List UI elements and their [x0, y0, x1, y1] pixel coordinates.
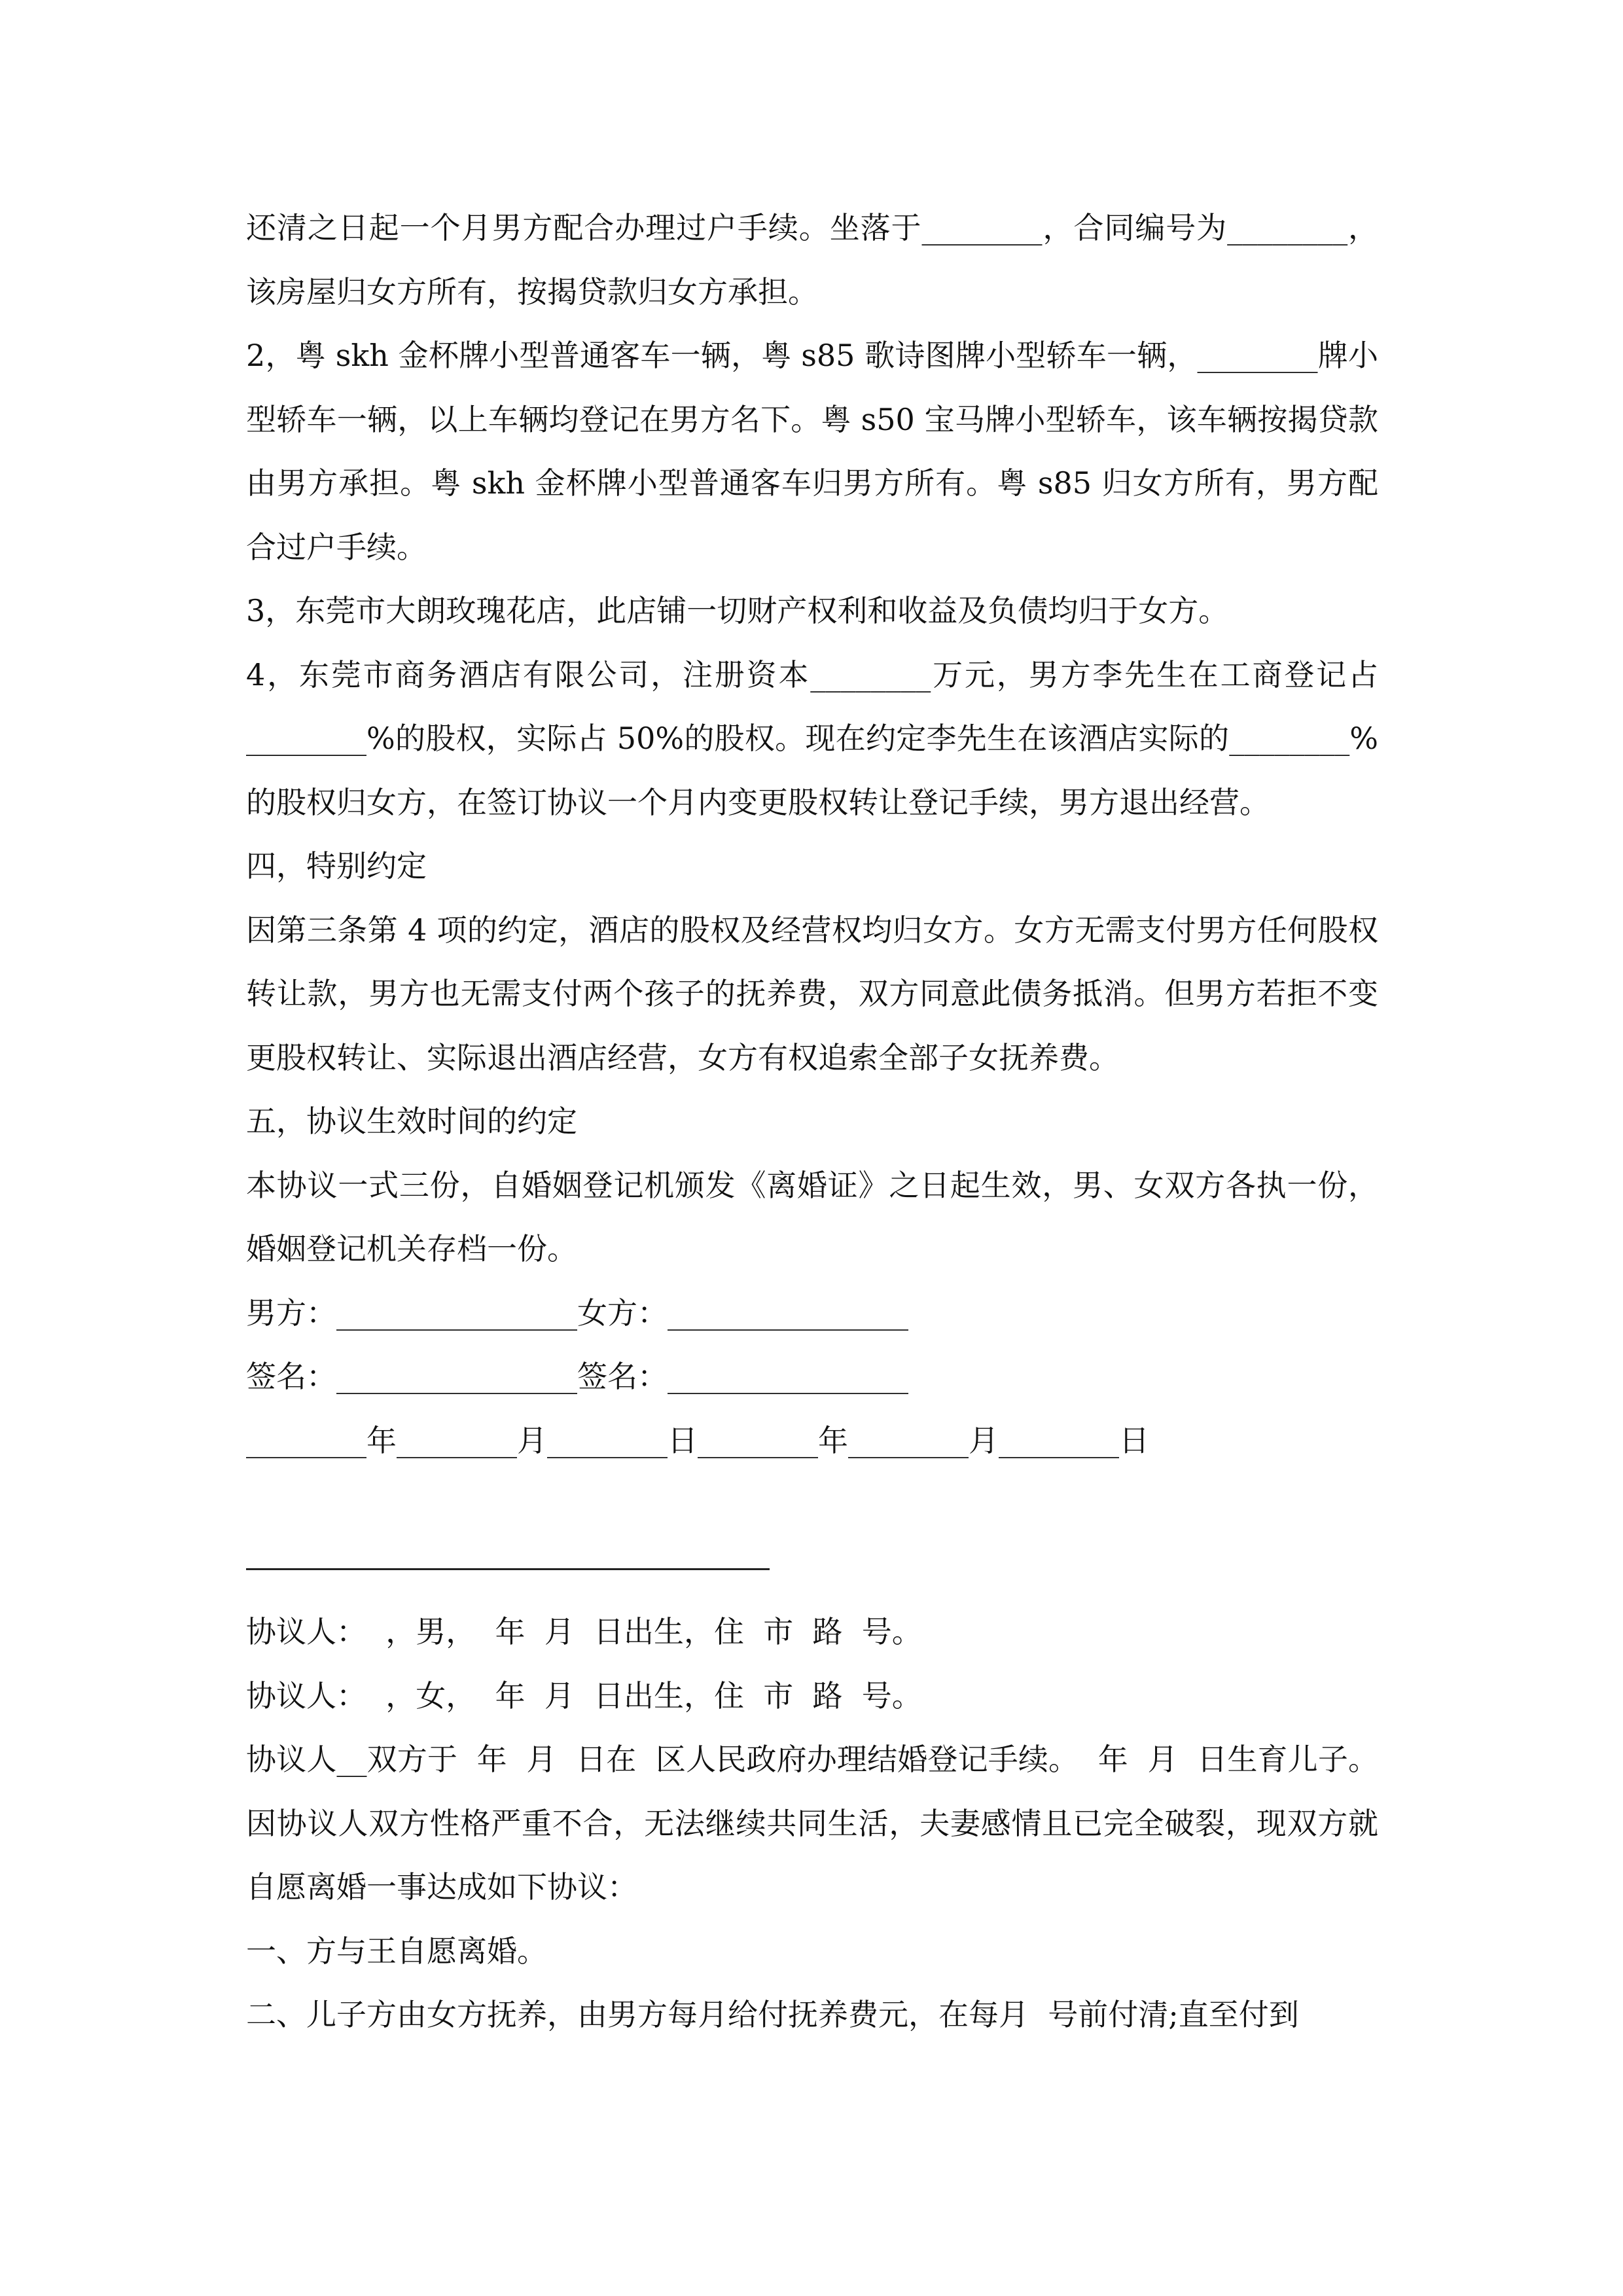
signature-line: 签名：________________签名：________________: [246, 1359, 908, 1394]
section-divider: [246, 1568, 770, 1570]
heading-effective-time: 五，协议生效时间的约定: [246, 1103, 577, 1139]
paragraph-clause-two: 二、儿子方由女方抚养，由男方每月给付抚养费元，在每月 号前付清;直至付到: [246, 1997, 1299, 2032]
party-line: 男方：________________女方：________________: [246, 1295, 908, 1331]
agreement-body-lower: [246, 1600, 1378, 2047]
paragraph-flower-shop: 3，东莞市大朗玫瑰花店，此店铺一切财产权利和收益及负债均归于女方。: [246, 593, 1229, 628]
paragraph-party-female: 协议人： ，女， 年 月 日出生，住 市 路 号。: [246, 1677, 922, 1713]
paragraph-effective-time: 本协议一式三份，自婚姻登记机颁发《离婚证》之日起生效，男、女双方各执一份，婚姻登记机关存档一份。: [246, 1167, 1378, 1266]
paragraph-special-agreement: 因第三条第 4 项的约定，酒店的股权及经营权均归女方。女方无需支付男方任何股权转让款，男方也无需支付两个孩子的抚养费，双方同意此债务抵消。但男方若拒不变更股权转让、实际退出酒店经营，女方有权追索全部子女抚养费。: [246, 912, 1378, 1075]
paragraph-hotel-equity: 4，东莞市商务酒店有限公司，注册资本________万元，男方李先生在工商登记占________%的股权，实际占 50%的股权。现在约定李先生在该酒店实际的________%的股权归女方，在签订协议一个月内变更股权转让登记手续，男方退出经营。: [246, 656, 1378, 820]
paragraph-house-transfer: 还清之日起一个月男方配合办理过户手续。坐落于________，合同编号为________，该房屋归女方所有，按揭贷款归女方承担。: [246, 210, 1378, 310]
paragraph-vehicles: 2，粤 skh 金杯牌小型普通客车一辆，粤 s85 歌诗图牌小型轿车一辆，________牌小型轿车一辆，以上车辆均登记在男方名下。粤 s50 宝马牌小型轿车，该车辆按揭贷款由男方承担。粤 skh 金杯牌小型普通客车归男方所有。粤 s85 归女方所有，男方配合过户手续。: [246, 338, 1378, 565]
paragraph-marriage-info: 协议人__双方于 年 月 日在 区人民政府办理结婚登记手续。 年 月 日生育儿子。因协议人双方性格严重不合，无法继续共同生活，夫妻感情且已完全破裂，现双方就自愿离婚一事达成如下协议：: [246, 1742, 1378, 1905]
date-line: ________年________月________日________年________月________日: [246, 1422, 1149, 1458]
paragraph-clause-one: 一、方与王自愿离婚。: [246, 1933, 547, 1969]
paragraph-party-male: 协议人： ，男， 年 月 日出生，住 市 路 号。: [246, 1614, 922, 1649]
agreement-body-upper: [246, 196, 1378, 1473]
heading-special-agreement: 四，特别约定: [246, 848, 427, 884]
